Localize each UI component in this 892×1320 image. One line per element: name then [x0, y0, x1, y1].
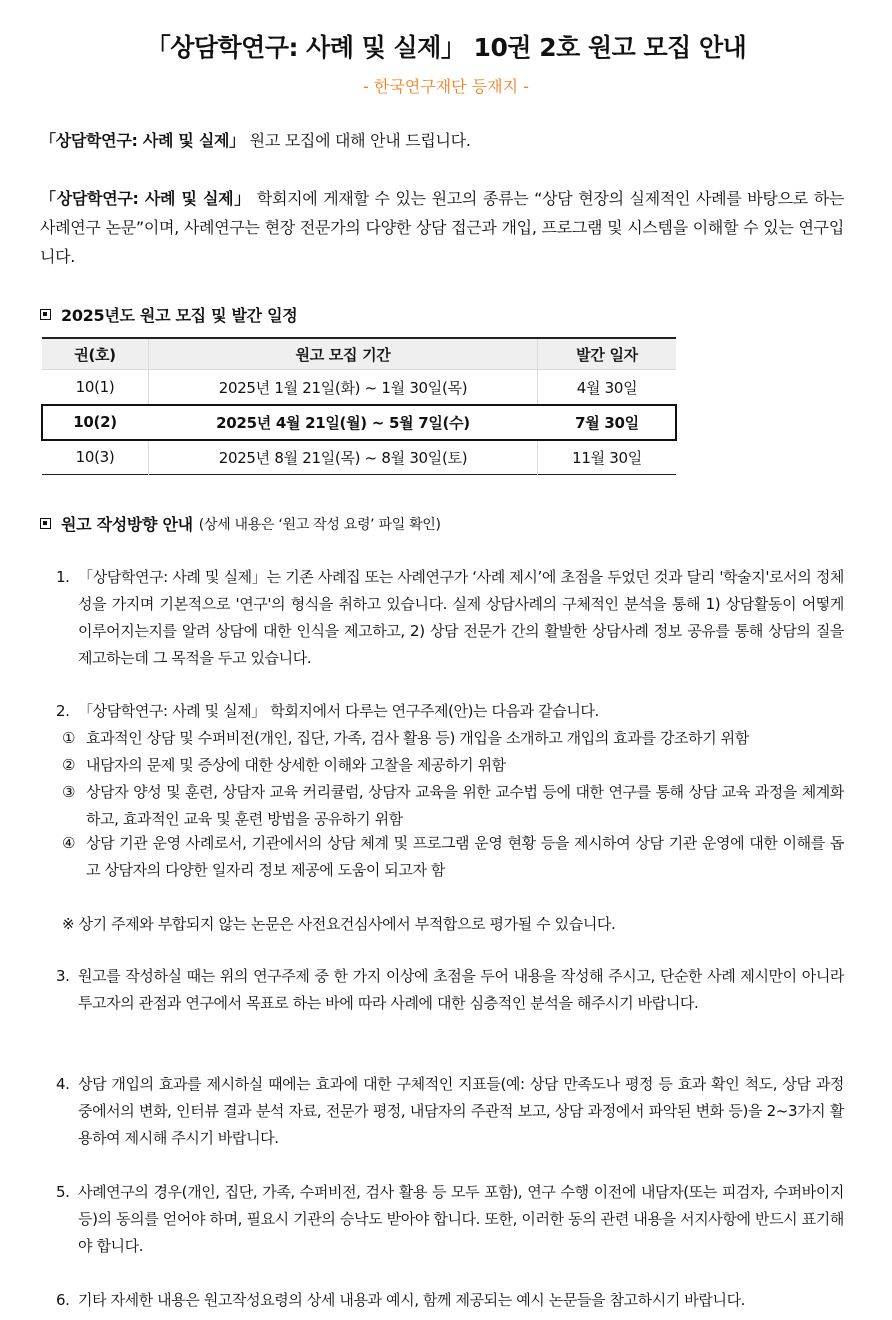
intro-paragraph-1: [40, 126, 844, 155]
guide-heading-text: 원고 작성방향 안내: [61, 515, 193, 534]
topic-number: ①: [62, 729, 76, 747]
schedule-heading-text: 2025년도 원고 모집 및 발간 일정: [61, 306, 298, 325]
column-header-issue: 권(호): [42, 338, 149, 370]
item-number: 5.: [56, 1183, 70, 1201]
column-header-period: 원고 모집 기간: [149, 338, 538, 370]
topic-number: ③: [62, 783, 76, 801]
item-number: 2.: [56, 702, 70, 720]
publish-cell: 4월 30일: [538, 370, 677, 405]
item-text: 원고를 작성하실 때는 위의 연구주제 중 한 가지 이상에 초점을 두어 내용을 작성해 주시고, 단순한 사례 제시만이 아니라 투고자의 관점과 연구에서 목표로 하는 바에 따라 사례에 대한 심층적인 분석을 해주시기 바랍니다.: [78, 967, 844, 1012]
topic-item-4: [62, 830, 844, 884]
item-number: 6.: [56, 1291, 70, 1309]
remark-note: ※ 상기 주제와 부합되지 않는 논문은 사전요건심사에서 부적합으로 평가될 수 있습니다.: [62, 915, 616, 933]
square-bullet-icon: [40, 309, 51, 320]
guide-item-5: [56, 1179, 844, 1260]
page-title: 「상담학연구: 사례 및 실제」 10권 2호 원고 모집 안내: [145, 33, 747, 62]
topic-text: 상담자 양성 및 훈련, 상담자 교육 커리큘럼, 상담자 교육을 위한 교수법 등에 대한 연구를 통해 상담 교육 과정을 체계화하고, 효과적인 교육 및 훈련 방법을 공유하기 위함: [86, 783, 844, 828]
topic-item-3: [62, 779, 844, 833]
topic-number: ②: [62, 756, 76, 774]
square-bullet-icon: [40, 518, 51, 529]
schedule-table: [42, 337, 676, 475]
guide-heading: [40, 512, 441, 535]
item-number: 1.: [56, 568, 70, 586]
page-subtitle: - 한국연구재단 등재지 -: [363, 77, 529, 96]
item-text: 「상담학연구: 사례 및 실제」 학회지에서 다루는 연구주제(안)는 다음과 같습니다.: [78, 702, 599, 720]
guide-heading-note: (상세 내용은 ‘원고 작성 요령’ 파일 확인): [198, 516, 441, 533]
topic-text: 효과적인 상담 및 수퍼비전(개인, 집단, 가족, 검사 활용 등) 개입을 소개하고 개입의 효과를 강조하기 위함: [86, 729, 749, 747]
publish-cell: 7월 30일: [575, 413, 639, 432]
item-text: 상담 개입의 효과를 제시하실 때에는 효과에 대한 구체적인 지표들(예: 상담 만족도나 평정 등 효과 확인 척도, 상담 과정 중에서의 변화, 인터뷰 결과 분석 자료, 전문가 평정, 내담자의 주관적 보고, 상담 과정에서 파악된 변화 등)을 2~3가지 활용하여 제시해 주시기 바랍니다.: [78, 1075, 844, 1147]
table-row-highlighted: [42, 405, 676, 440]
item-number: 3.: [56, 967, 70, 985]
guide-item-3: [56, 963, 844, 1017]
guide-item-2: [56, 698, 844, 725]
item-text: 「상담학연구: 사례 및 실제」는 기존 사례집 또는 사례연구가 ‘사례 제시’에 초점을 두었던 것과 달리 '학술지'로서의 정체성을 가지며 기본적으로 '연구'의 형식을 취하고 있습니다. 실제 상담사례의 구체적인 분석을 통해 1) 상담활동이 어떻게 이루어지는지를 알려 상담에 대한 인식을 제고하고, 2) 상담 전문가 간의 활발한 상담사례 정보 공유를 통해 상담의 질을 제고하는데 그 목적을 두고 있습니다.: [78, 568, 844, 667]
column-header-publish-date: 발간 일자: [538, 338, 677, 370]
topic-number: ④: [62, 834, 76, 852]
journal-name: 「상담학연구: 사례 및 실제」: [40, 131, 245, 150]
topic-item-2: [62, 752, 844, 779]
guide-item-1: [56, 564, 844, 672]
guide-item-6: [56, 1287, 844, 1314]
journal-name: 「상담학연구: 사례 및 실제」: [40, 189, 252, 208]
table-row: [42, 440, 676, 475]
period-cell: 2025년 1월 21일(화) ~ 1월 30일(목): [149, 370, 538, 405]
intro-text-2: 학회지에 게재할 수 있는 원고의 종류는 “상담 현장의 실제적인 사례를 바탕으로 하는 사례연구 논문”이며, 사례연구는 현장 전문가의 다양한 상담 접근과 개입, 프로그램 및 시스템을 이해할 수 있는 연구입니다.: [40, 189, 845, 266]
period-cell: 2025년 8월 21일(목) ~ 8월 30일(토): [149, 440, 538, 475]
topic-text: 상담 기관 운영 사례로서, 기관에서의 상담 체계 및 프로그램 운영 현황 등을 제시하여 상담 기관 운영에 대한 이해를 돕고 상담자의 다양한 일자리 정보 제공에 도움이 되고자 함: [86, 834, 844, 879]
item-text: 기타 자세한 내용은 원고작성요령의 상세 내용과 예시, 함께 제공되는 예시 논문들을 참고하시기 바랍니다.: [78, 1291, 746, 1309]
intro-text-1: 원고 모집에 대해 안내 드립니다.: [244, 131, 471, 150]
intro-paragraph-2: [40, 184, 844, 271]
issue-cell: 10(3): [75, 448, 115, 466]
period-cell: 2025년 4월 21일(월) ~ 5월 7일(수): [216, 413, 470, 432]
publish-cell: 11월 30일: [538, 440, 677, 475]
guide-item-4: [56, 1071, 844, 1152]
schedule-heading: [40, 303, 297, 326]
issue-cell: 10(1): [75, 378, 115, 396]
topic-text: 내담자의 문제 및 증상에 대한 상세한 이해와 고찰을 제공하기 위함: [86, 756, 506, 774]
item-text: 사례연구의 경우(개인, 집단, 가족, 수퍼비전, 검사 활용 등 모두 포함), 연구 수행 이전에 내담자(또는 피검자, 수퍼바이지 등)의 동의를 얻어야 하며, 필요시 기관의 승낙도 받아야 합니다. 또한, 이러한 동의 관련 내용을 서지사항에 반드시 표기해야 합니다.: [78, 1183, 844, 1255]
table-header-row: [42, 338, 676, 370]
topic-item-1: [62, 725, 844, 752]
table-row: [42, 370, 676, 405]
issue-cell: 10(2): [73, 413, 117, 431]
item-number: 4.: [56, 1075, 70, 1093]
